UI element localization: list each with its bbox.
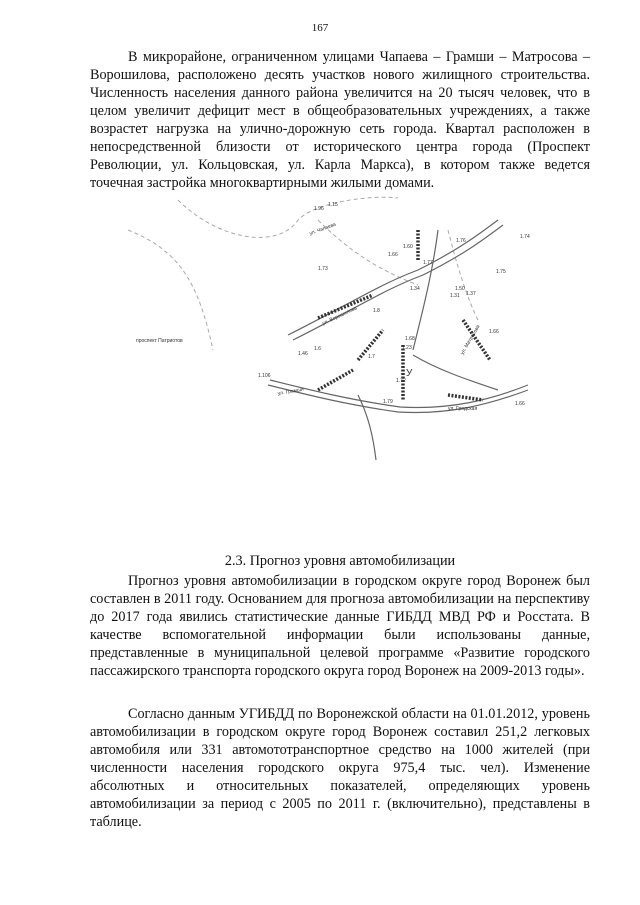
map-street-south — [358, 395, 376, 460]
map-value-label: 1.23 — [402, 345, 412, 351]
map-segment-construction — [318, 370, 353, 390]
map-value-label: 1.66 — [515, 401, 525, 407]
map-value-label: 1.6 — [314, 346, 321, 352]
map-value-label: 1.66 — [388, 252, 398, 258]
map-value-label: 1.34 — [410, 286, 420, 292]
map-value-label: 1.68 — [405, 336, 415, 342]
map-value-label: 1.77 — [423, 260, 433, 266]
map-street-branch — [413, 355, 498, 390]
map-value-label: 1.15 — [328, 202, 338, 208]
map-street-label: проспект Патриотов — [136, 338, 183, 344]
paragraph-forecast: Прогноз уровня автомобилизации в городском округе город Воронеж был составлен в 2011 году. Основанием для прогноза автомобилизации на перспективу до 2017 года явились статистические данные ГИБДД МВД РФ и Росстата. В качестве вспомогательной информации были использованы данные, представленные в муниципальной целевой программе «Развитие городского пассажирского транспорта городского округа город Воронеж на 2009-2013 годы». — [90, 573, 590, 679]
map-value-label: 1.8 — [373, 308, 380, 314]
paragraph-intro: В микрорайоне, ограниченном улицами Чапаева – Грамши – Матросова – Ворошилова, расположено десять участков нового жилищного строительства. Численность населения данного района увеличится на 20 тысяч человек, что в целом увеличит дефицит мест в общеобразовательных учреждениях, а также возрастет нагрузка на улично-дорожную сеть города. Квартал расположен в непосредственной близости от исторического центра города (Проспект Революции, ул. Кольцовская, ул. Карла Маркса), в котором также ведется точечная застройка многоквартирными жилыми домами. — [90, 49, 590, 191]
map-boundary-line — [128, 230, 213, 350]
map-value-label: 1.74 — [520, 234, 530, 240]
district-street-map — [118, 190, 538, 465]
map-value-label: 1.96 — [314, 206, 324, 212]
map-boundary-line — [178, 197, 398, 237]
map-boundary-line — [318, 220, 418, 285]
map-street-label: ул. Ворошилова — [321, 305, 359, 327]
map-value-label: 1.66 — [489, 329, 499, 335]
map-value-label: 1.50 — [455, 286, 465, 292]
map-street-label: ул. Гродская — [448, 406, 478, 412]
map-value-label: 1.76 — [456, 238, 466, 244]
map-value-label: 1.73 — [318, 266, 328, 272]
map-value-label: 1.79 — [383, 399, 393, 405]
map-value-label: 1.75 — [496, 269, 506, 275]
map-value-label: 1.60 — [403, 244, 413, 250]
map-value-label: 1.72 — [396, 378, 406, 384]
map-segment-construction — [448, 395, 483, 400]
section-heading: 2.3. Прогноз уровня автомобилизации — [224, 553, 456, 569]
map-value-label: 1.46 — [298, 351, 308, 357]
map-value-label: 1.37 — [466, 291, 476, 297]
map-street-label: ул. Матросова — [459, 323, 482, 356]
map-street-label: ул. Чапаева — [308, 221, 337, 237]
map-street-label: ул. Грамши — [277, 386, 305, 397]
map-marker-letter: У — [406, 368, 413, 379]
map-street-gramshi-edge — [270, 380, 528, 408]
map-value-label: 1.31 — [450, 293, 460, 299]
paragraph-statistics: Согласно данным УГИБДД по Воронежской области на 01.01.2012, уровень автомобилизации в городском округе город Воронеж составил 251,2 легковых автомобиля или 331 автомототранспортное средство на 1000 жителей (при численности населения городского округа 975,4 тыс. чел). Изменение абсолютных и относительных показателей, определяющих уровень автомобилизации за период с 2005 по 2011 г. (включительно), представлены в таблице. — [90, 706, 590, 830]
map-value-label: 1.106 — [258, 373, 271, 379]
map-value-label: 1.7 — [368, 354, 375, 360]
page-number: 167 — [311, 22, 329, 34]
